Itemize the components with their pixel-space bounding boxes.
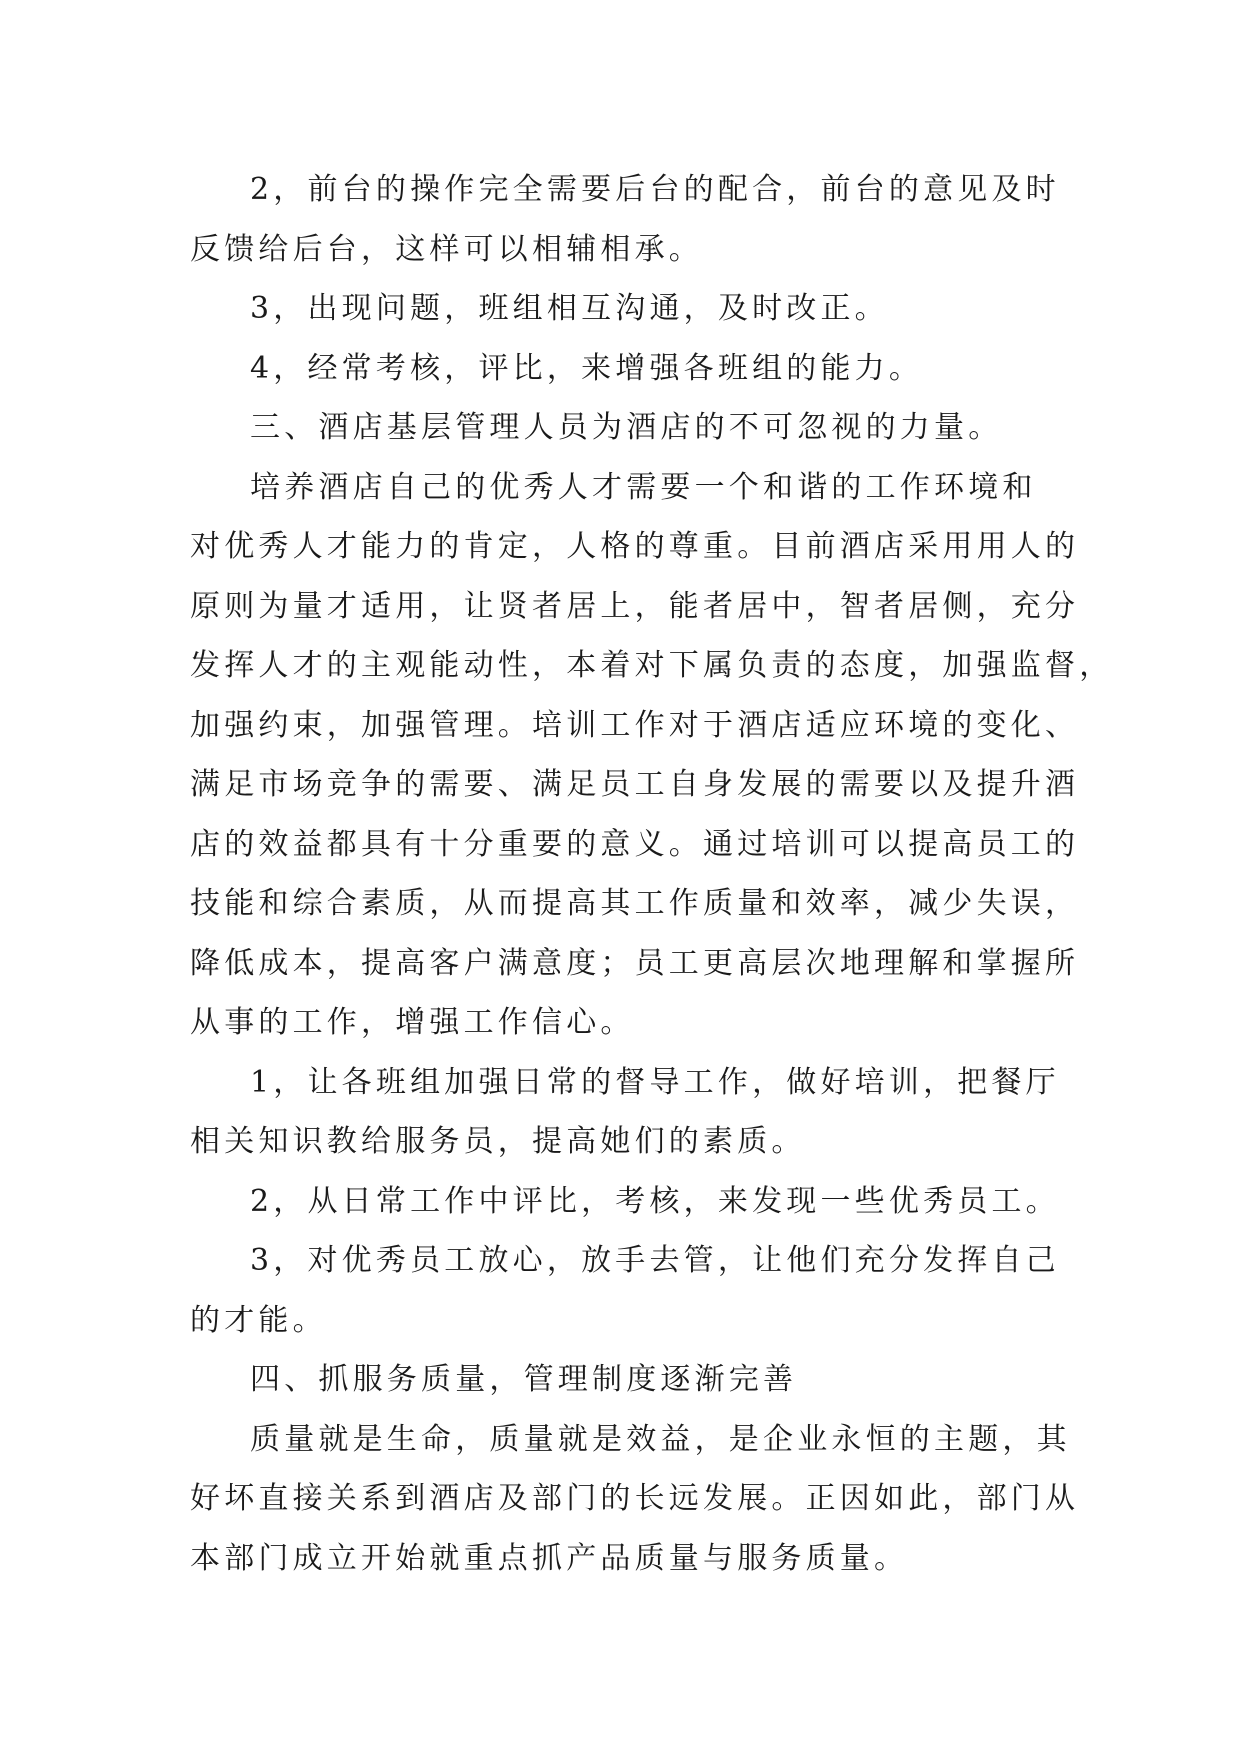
text-line: 降低成本，提高客户满意度；员工更高层次地理解和掌握所 bbox=[190, 945, 1080, 981]
text-line: 技能和综合素质，从而提高其工作质量和效率，减少失误， bbox=[190, 886, 1080, 921]
text-line: 原则为量才适用，让贤者居上，能者居中，智者居侧，充分 bbox=[190, 588, 1080, 624]
text-line: 三、酒店基层管理人员为酒店的不可忽视的力量。 bbox=[250, 410, 1003, 445]
text-line: 满足市场竞争的需要、满足员工自身发展的需要以及提升酒 bbox=[190, 767, 1080, 802]
text-line: 反馈给后台，这样可以相辅相承。 bbox=[190, 231, 703, 267]
text-line: 2，从日常工作中评比，考核，来发现一些优秀员工。 bbox=[250, 1183, 1060, 1219]
text-line: 四、抓服务质量，管理制度逐渐完善 bbox=[250, 1362, 798, 1397]
paragraph-item-3-communication bbox=[190, 279, 1060, 339]
paragraph-item-3-trust bbox=[190, 1231, 1060, 1350]
paragraph-quality bbox=[190, 1410, 1080, 1589]
text-line: 4，经常考核，评比，来增强各班组的能力。 bbox=[250, 350, 924, 386]
paragraph-item-2-evaluation bbox=[190, 1172, 1060, 1232]
text-line: 好坏直接关系到酒店及部门的长远发展。正因如此，部门从 bbox=[190, 1481, 1080, 1516]
text-line: 3，对优秀员工放心，放手去管，让他们充分发挥自己 bbox=[250, 1243, 1060, 1278]
section-heading-three bbox=[190, 398, 1060, 458]
paragraph-item-4-assessment bbox=[190, 339, 1060, 399]
text-line: 从事的工作，增强工作信心。 bbox=[190, 1005, 635, 1040]
text-line: 加强约束，加强管理。培训工作对于酒店适应环境的变化、 bbox=[190, 707, 1080, 743]
text-line: 培养酒店自己的优秀人才需要一个和谐的工作环境和 bbox=[250, 469, 1037, 505]
paragraph-item-2-frontdesk bbox=[190, 160, 1060, 279]
text-line: 3，出现问题，班组相互沟通，及时改正。 bbox=[250, 291, 889, 326]
text-line: 1，让各班组加强日常的督导工作，做好培训，把餐厅 bbox=[250, 1064, 1060, 1100]
document-body bbox=[190, 160, 1114, 1588]
text-line: 店的效益都具有十分重要的意义。通过培训可以提高员工的 bbox=[190, 826, 1080, 862]
text-line: 发挥人才的主观能动性，本着对下属负责的态度，加强监督， bbox=[190, 648, 1114, 683]
paragraph-training bbox=[190, 458, 1114, 1053]
text-line: 相关知识教给服务员，提高她们的素质。 bbox=[190, 1124, 806, 1159]
text-line: 本部门成立开始就重点抓产品质量与服务质量。 bbox=[190, 1540, 909, 1576]
text-line: 2，前台的操作完全需要后台的配合，前台的意见及时 bbox=[250, 172, 1060, 207]
section-heading-four bbox=[190, 1350, 1060, 1410]
text-line: 的才能。 bbox=[190, 1302, 327, 1338]
text-line: 质量就是生命，质量就是效益，是企业永恒的主题，其 bbox=[250, 1421, 1071, 1457]
paragraph-item-1-supervision bbox=[190, 1053, 1060, 1172]
text-line: 对优秀人才能力的肯定，人格的尊重。目前酒店采用用人的 bbox=[190, 529, 1080, 564]
